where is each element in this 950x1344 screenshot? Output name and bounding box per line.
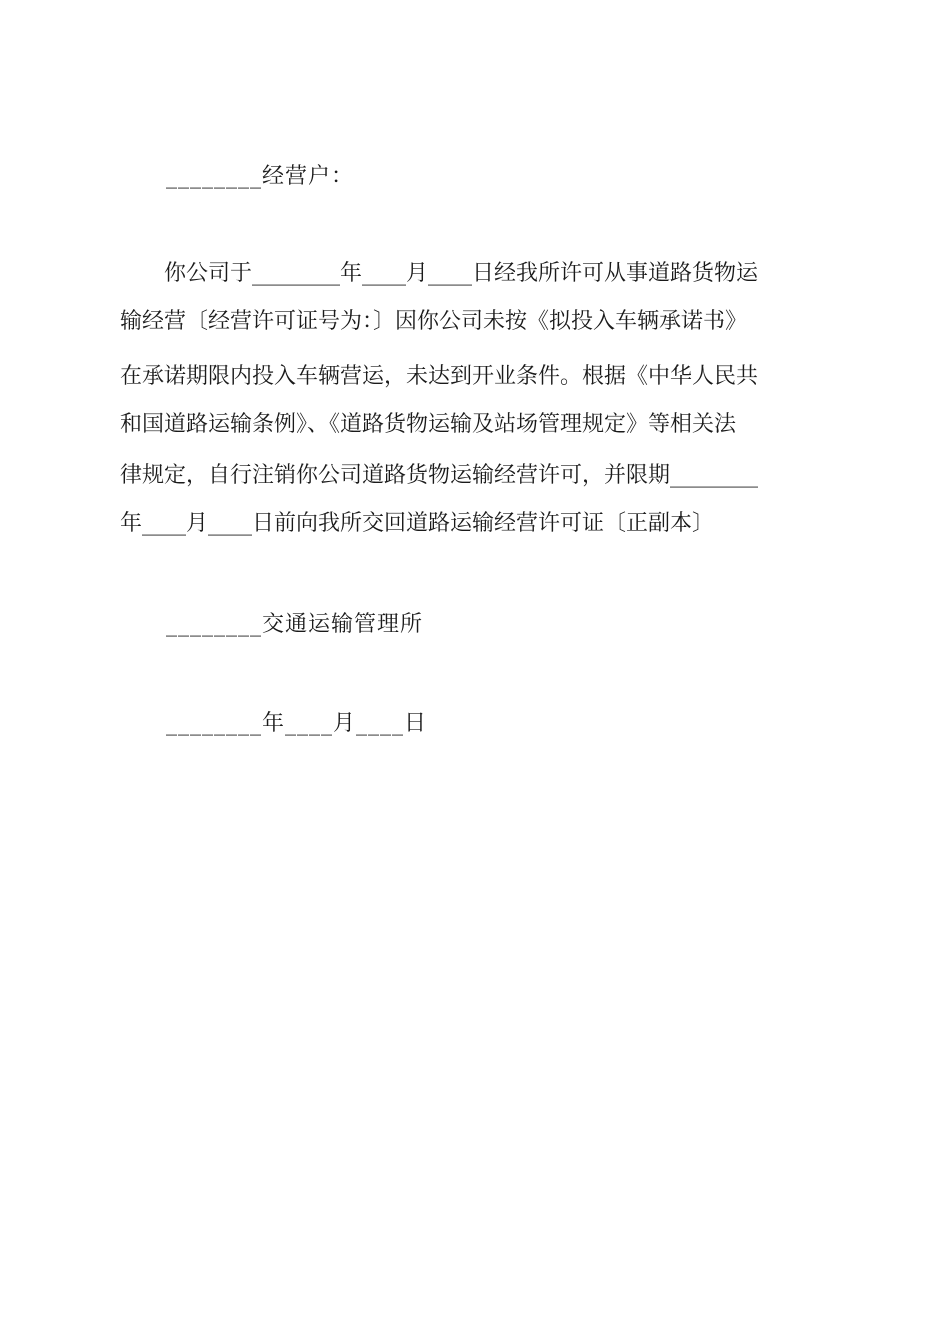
body-line-6: 年____月____日前向我所交回道路运输经营许可证〔正副本〕 (120, 511, 715, 536)
body-line-5: 律规定，自行注销你公司道路货物运输经营许可，并限期________ (120, 463, 759, 488)
body-line-3: 在承诺期限内投入车辆营运，未达到开业条件。根据《中华人民共 (120, 364, 759, 389)
signer: ________交通运输管理所 (166, 612, 424, 637)
body-line-4: 和国道路运输条例》、《道路货物运输及站场管理规定》等相关法 (120, 412, 737, 437)
body-line-1: 你公司于________年____月____日经我所许可从事道路货物运 (120, 261, 759, 286)
date-line: ________年____月____日 (166, 711, 428, 736)
salutation: ________经营户： (166, 164, 355, 189)
body-line-2: 输经营〔经营许可证号为：〕因你公司未按《拟投入车辆承诺书》 (120, 309, 748, 334)
